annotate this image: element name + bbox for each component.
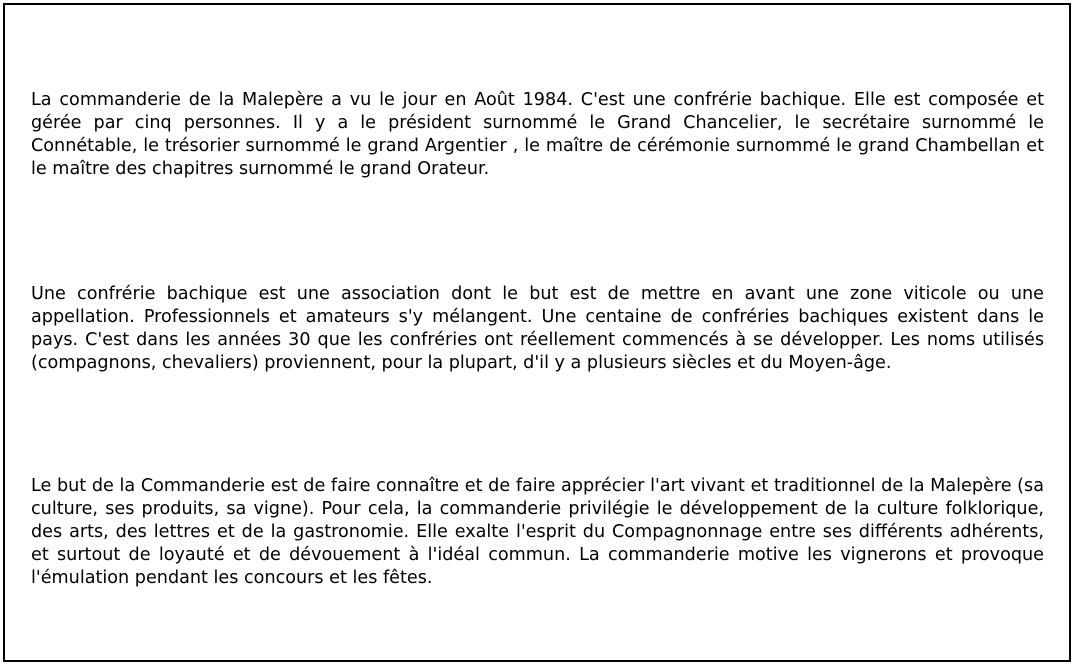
paragraph-purpose: Le but de la Commanderie est de faire connaître et de faire apprécier l'art vivant et traditionnel de la Malepère (sa culture, ses produits, sa vigne). Pour cela, la commanderie privilégie le développement de la culture folklorique, des arts, des lettres et de la gastronomie. Elle exalte l'esprit du Compagnonnage entre ses différents adhérents, et surtout de loyauté et de dévouement à l'idéal commun. La commanderie motive les vignerons et provoque l'émulation pendant les concours et les fêtes. (31, 476, 1044, 588)
text-box-frame (3, 3, 1071, 662)
paragraph-history: La commanderie de la Malepère a vu le jour en Août 1984. C'est une confrérie bachique. Elle est composée et gérée par cinq personnes. Il y a le président surnommé le Grand Chancelier, le secrétaire surnommé le Connétable, le trésorier surnommé le grand Argentier , le maître de cérémonie surnommé le grand Chambellan et le maître des chapitres surnommé le grand Orateur. (31, 90, 1044, 179)
paragraph-definition: Une confrérie bachique est une association dont le but est de mettre en avant une zone viticole ou une appellation. Professionnels et amateurs s'y mélangent. Une centaine de confréries bachiques existent dans le pays. C'est dans les années 30 que les confréries ont réellement commencés à se développer. Les noms utilisés (compagnons, chevaliers) proviennent, pour la plupart, d'il y a plusieurs siècles et du Moyen-âge. (31, 284, 1044, 373)
